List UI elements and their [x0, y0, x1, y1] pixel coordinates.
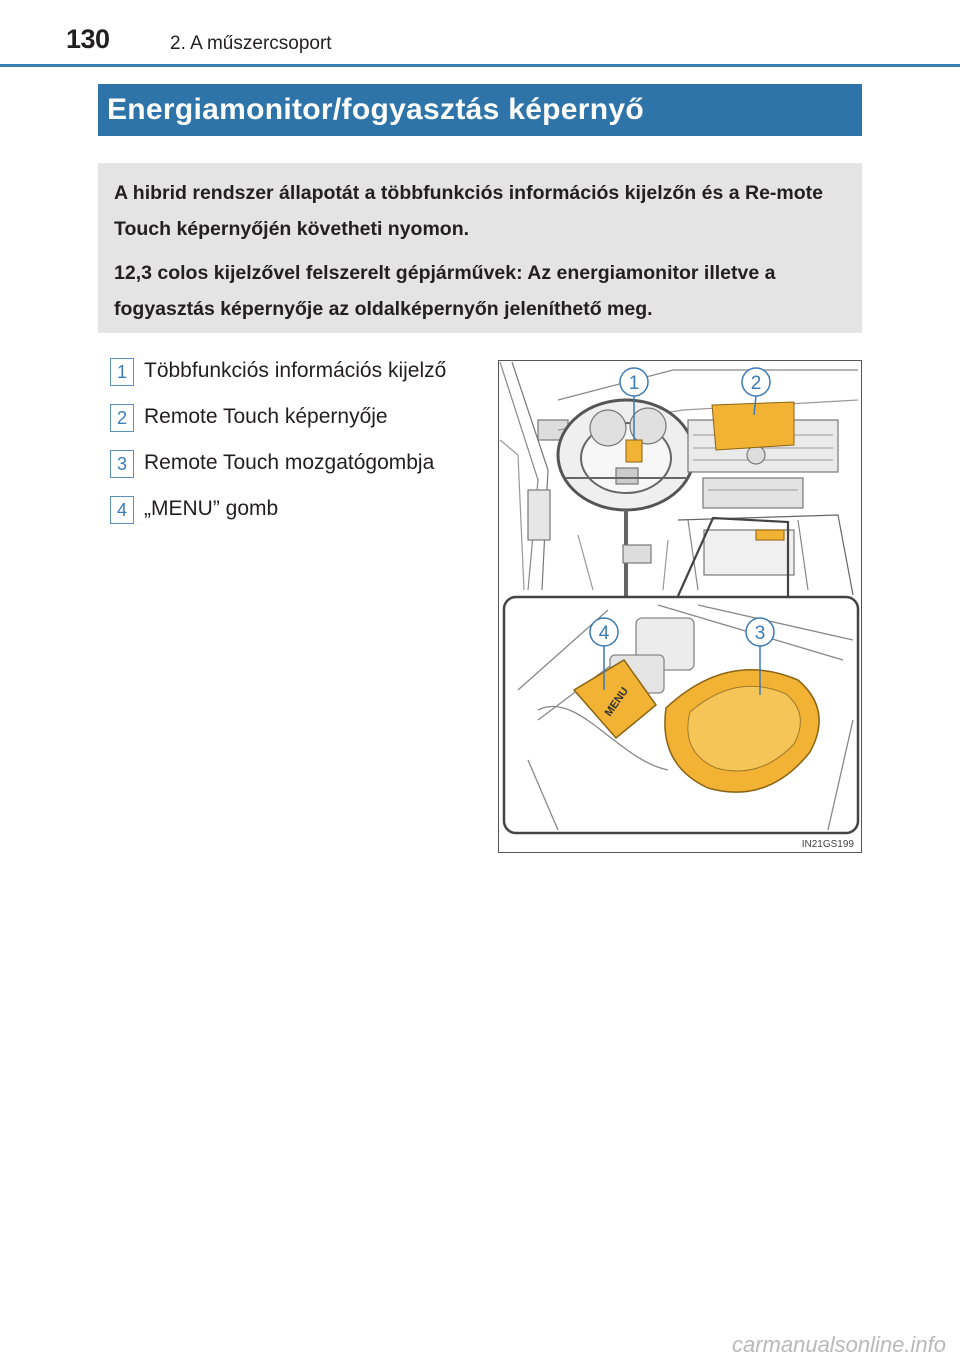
chapter-title: 2. A műszercsoport	[170, 33, 332, 54]
watermark: carmanualsonline.info	[731, 1332, 946, 1357]
legend-number: 2	[110, 404, 134, 432]
legend-item	[110, 448, 490, 494]
callout-4-label: 4	[598, 623, 610, 644]
legend-number: 4	[110, 496, 134, 524]
section-title: Energiamonitor/fogyasztás képernyő	[98, 84, 862, 136]
callout-1-label: 1	[628, 373, 640, 394]
image-code: IN21GS199	[801, 839, 854, 850]
legend-number: 3	[110, 450, 134, 478]
legend-text: Többfunkciós információs kijelző	[144, 359, 447, 382]
intro-paragraph-1: A hibrid rendszer állapotát a többfunkciós információs kijelzőn és a Re-mote Touch képernyőjén követheti nyomon.	[114, 182, 823, 240]
legend-text: Remote Touch képernyője	[144, 405, 388, 428]
legend-item	[110, 356, 490, 402]
legend-list	[110, 356, 490, 540]
intro-paragraph-2: 12,3 colos kijelzővel felszerelt gépjárművek: Az energiamonitor illetve a fogyasztás képernyője az oldalképernyőn jeleníthető meg.	[114, 262, 776, 320]
callout-2-label: 2	[750, 373, 762, 394]
legend-number: 1	[110, 358, 134, 386]
page-header	[0, 0, 960, 68]
remote-touch-screen-highlight	[712, 402, 794, 450]
intro-box	[98, 163, 862, 333]
cockpit-illustration	[498, 360, 862, 853]
menu-button-label: MENU	[602, 685, 632, 719]
header-divider	[0, 64, 960, 67]
legend-text: „MENU” gomb	[144, 497, 279, 520]
page-number: 130	[66, 24, 110, 54]
legend-item	[110, 494, 490, 540]
multi-info-display-highlight	[626, 440, 642, 462]
legend-item	[110, 402, 490, 448]
legend-text: Remote Touch mozgatógombja	[144, 451, 435, 474]
callout-3-label: 3	[754, 623, 766, 644]
